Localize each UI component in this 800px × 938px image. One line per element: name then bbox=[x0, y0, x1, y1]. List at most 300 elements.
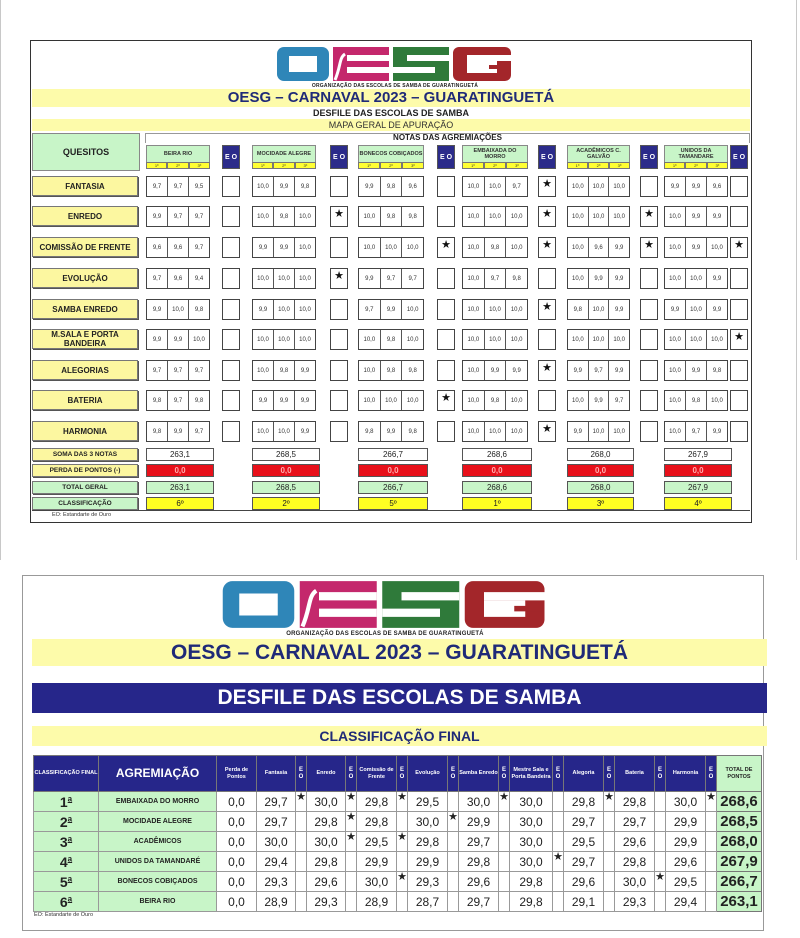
eo-cell bbox=[448, 812, 459, 832]
eo-box bbox=[538, 299, 556, 320]
score-cell: 9,9 bbox=[300, 367, 310, 374]
score-cell: 9,9 bbox=[568, 361, 589, 380]
score-group bbox=[567, 421, 630, 442]
header-eo: E O bbox=[296, 756, 307, 792]
judge-label: 3º bbox=[506, 162, 528, 169]
position-cell bbox=[34, 792, 99, 812]
eo-box bbox=[538, 206, 556, 227]
eo-cell bbox=[706, 832, 717, 852]
score-group bbox=[252, 206, 316, 227]
score-cell: 29,7 bbox=[257, 812, 296, 832]
school-name: BEIRA RIO bbox=[99, 892, 217, 912]
score-cell: 9,5 bbox=[194, 183, 204, 190]
quesito-label: ALEGORIAS bbox=[32, 360, 138, 380]
eo-cell bbox=[448, 792, 459, 812]
score-cell: 29,7 bbox=[564, 812, 604, 832]
score-cell: 9,7 bbox=[686, 422, 707, 441]
eo-box bbox=[538, 421, 556, 442]
eo-cell bbox=[346, 792, 357, 812]
score-cell: 10,0 bbox=[568, 269, 589, 288]
score-cell: 10,0 bbox=[686, 300, 707, 319]
header-quesito: Alegoria bbox=[564, 756, 604, 792]
score-cell: 10,0 bbox=[485, 207, 507, 226]
position-number: 4 bbox=[59, 853, 68, 870]
school-header: BEIRA RIO bbox=[146, 145, 210, 163]
svg-text:♛: ♛ bbox=[308, 581, 317, 593]
score-group bbox=[664, 390, 728, 411]
score-cell: 9,8 bbox=[568, 300, 589, 319]
eo-box bbox=[730, 299, 748, 320]
score-group bbox=[664, 299, 728, 320]
score-cell: 9,8 bbox=[485, 238, 507, 257]
score-cell: 10,0 bbox=[299, 275, 311, 282]
eo-cell bbox=[397, 792, 408, 812]
score-cell: 9,8 bbox=[686, 391, 707, 410]
total-cell: 268,6 bbox=[717, 792, 762, 812]
star-icon: ★ bbox=[397, 791, 407, 803]
score-cell: 10,0 bbox=[510, 213, 523, 220]
final-title: OESG – CARNAVAL 2023 – GUARATINGUETÁ bbox=[170, 641, 629, 664]
score-group bbox=[462, 268, 528, 289]
eo-box bbox=[437, 176, 455, 197]
ordinal-mark: a bbox=[67, 873, 73, 883]
score-group bbox=[146, 421, 210, 442]
score-cell: 29,7 bbox=[459, 892, 499, 912]
school-name: UNIDOS DA TAMANDARÉ bbox=[99, 852, 217, 872]
quesito-label: ENREDO bbox=[32, 206, 138, 226]
score-cell: 29,8 bbox=[357, 792, 397, 812]
score-group bbox=[252, 360, 316, 381]
header-quesito: Harmonia bbox=[666, 756, 706, 792]
score-cell: 10,0 bbox=[381, 238, 403, 257]
eo-cell bbox=[296, 832, 307, 852]
score-cell: 9,9 bbox=[147, 300, 168, 319]
score-cell: 9,9 bbox=[300, 397, 310, 404]
soma-row-value: 263,1 bbox=[146, 448, 214, 461]
classificacao-row-value: 2º bbox=[252, 497, 320, 510]
score-cell: 29,9 bbox=[666, 812, 706, 832]
eo-cell bbox=[296, 872, 307, 892]
score-cell: 29,9 bbox=[357, 852, 397, 872]
eo-cell bbox=[397, 832, 408, 852]
header-perda: Perda de Pontos bbox=[217, 756, 257, 792]
total-row-value: 268,0 bbox=[567, 481, 634, 494]
score-group bbox=[567, 176, 630, 197]
score-group bbox=[462, 237, 528, 258]
perda-row-value: 0,0 bbox=[664, 464, 732, 477]
score-cell: 10,0 bbox=[406, 306, 419, 313]
star-icon: ★ bbox=[734, 331, 744, 343]
score-cell: 9,9 bbox=[712, 428, 722, 435]
score-cell: 10,0 bbox=[568, 391, 589, 410]
oesg-logo-graphic bbox=[275, 44, 515, 84]
perda-row-value: 0,0 bbox=[146, 464, 214, 477]
score-cell: 9,7 bbox=[168, 207, 189, 226]
final-subtitle: CLASSIFICAÇÃO FINAL bbox=[319, 728, 480, 744]
score-cell: 9,7 bbox=[147, 361, 168, 380]
eo-cell bbox=[604, 792, 615, 812]
score-cell: 9,9 bbox=[686, 177, 707, 196]
score-cell: 29,3 bbox=[408, 872, 448, 892]
eo-box bbox=[222, 360, 240, 381]
score-cell: 9,9 bbox=[300, 428, 310, 435]
score-cell: 29,7 bbox=[459, 832, 499, 852]
judge-label: 1º bbox=[358, 162, 380, 169]
eo-header: E O bbox=[437, 145, 455, 169]
score-group bbox=[358, 299, 424, 320]
judge-label: 1º bbox=[462, 162, 484, 169]
eo-cell bbox=[655, 872, 666, 892]
school-header: BONECOS COBIÇADOS bbox=[358, 145, 424, 163]
score-cell: 10,0 bbox=[686, 330, 707, 349]
score-cell: 9,8 bbox=[300, 183, 310, 190]
star-icon: ★ bbox=[346, 811, 356, 823]
judge-label: 1º bbox=[664, 162, 685, 169]
score-group bbox=[358, 237, 424, 258]
score-cell: 29,8 bbox=[307, 852, 346, 872]
score-group bbox=[664, 176, 728, 197]
score-group bbox=[567, 237, 630, 258]
eo-box bbox=[538, 176, 556, 197]
score-cell: 29,1 bbox=[564, 892, 604, 912]
star-icon: ★ bbox=[553, 851, 563, 863]
score-group bbox=[252, 237, 316, 258]
eo-cell bbox=[604, 832, 615, 852]
eo-cell bbox=[346, 892, 357, 912]
header-eo: E O bbox=[655, 756, 666, 792]
quesito-label: HARMONIA bbox=[32, 421, 138, 441]
eo-box bbox=[330, 360, 348, 381]
eo-cell bbox=[397, 892, 408, 912]
score-group bbox=[462, 360, 528, 381]
judge-label: 1º bbox=[252, 162, 273, 169]
star-icon: ★ bbox=[655, 871, 665, 883]
score-cell: 9,9 bbox=[615, 306, 624, 313]
header-quesito: Comissão de Frente bbox=[357, 756, 397, 792]
star-icon: ★ bbox=[542, 301, 552, 313]
score-cell: 10,0 bbox=[613, 428, 626, 435]
judge-label: 3º bbox=[609, 162, 630, 169]
score-cell: 10,0 bbox=[406, 397, 419, 404]
score-cell: 9,9 bbox=[253, 238, 274, 257]
score-cell: 10,0 bbox=[463, 207, 485, 226]
quesito-label: COMISSÃO DE FRENTE bbox=[32, 237, 138, 257]
eo-cell bbox=[296, 792, 307, 812]
score-cell: 9,9 bbox=[168, 330, 189, 349]
star-icon: ★ bbox=[346, 791, 356, 803]
eo-cell bbox=[553, 832, 564, 852]
eo-cell bbox=[448, 852, 459, 872]
eo-cell bbox=[706, 872, 717, 892]
ordinal-mark: a bbox=[67, 793, 73, 803]
quesito-label: FANTASIA bbox=[32, 176, 138, 196]
score-cell: 29,6 bbox=[666, 852, 706, 872]
score-cell: 29,5 bbox=[408, 792, 448, 812]
score-cell: 29,6 bbox=[459, 872, 499, 892]
perda-cell: 0,0 bbox=[217, 852, 257, 872]
eo-cell bbox=[448, 892, 459, 912]
final-table-row bbox=[34, 892, 762, 912]
score-cell: 9,9 bbox=[485, 361, 507, 380]
final-table-wrap bbox=[33, 755, 762, 912]
score-cell: 10,0 bbox=[711, 244, 723, 251]
logo-subtitle-bottom: ORGANIZAÇÃO DAS ESCOLAS DE SAMBA DE GUARATINGUETÁ bbox=[286, 631, 484, 637]
score-cell: 29,8 bbox=[510, 892, 553, 912]
eo-cell bbox=[706, 792, 717, 812]
eo-box bbox=[730, 268, 748, 289]
eo-cell bbox=[296, 892, 307, 912]
score-cell: 10,0 bbox=[274, 269, 295, 288]
header-classificacao: CLASSIFICAÇÃO FINAL bbox=[34, 756, 99, 792]
score-group bbox=[664, 268, 728, 289]
position-number: 1 bbox=[59, 793, 68, 810]
star-icon: ★ bbox=[734, 239, 744, 251]
score-cell: 9,9 bbox=[686, 207, 707, 226]
score-cell: 10,0 bbox=[299, 336, 311, 343]
score-cell: 10,0 bbox=[613, 336, 626, 343]
final-table-header bbox=[34, 756, 762, 792]
score-cell: 10,0 bbox=[193, 336, 205, 343]
score-cell: 29,8 bbox=[564, 792, 604, 812]
score-cell: 29,6 bbox=[307, 872, 346, 892]
score-cell: 10,0 bbox=[665, 207, 686, 226]
eo-cell bbox=[499, 852, 510, 872]
perda-row-value: 0,0 bbox=[358, 464, 428, 477]
eo-box bbox=[730, 206, 748, 227]
star-icon: ★ bbox=[397, 831, 407, 843]
judge-label: 2º bbox=[685, 162, 706, 169]
star-icon: ★ bbox=[334, 208, 344, 220]
soma-row-value: 266,7 bbox=[358, 448, 428, 461]
score-cell: 30,0 bbox=[510, 832, 553, 852]
score-cell: 30,0 bbox=[459, 792, 499, 812]
eo-cell bbox=[397, 852, 408, 872]
eo-box bbox=[640, 421, 658, 442]
apuracao-subtitle: DESFILE DAS ESCOLAS DE SAMBA bbox=[312, 108, 469, 118]
eo-box bbox=[640, 390, 658, 411]
school-header: UNIDOS DA TAMANDARE bbox=[664, 145, 728, 163]
eo-cell bbox=[499, 872, 510, 892]
score-cell: 10,0 bbox=[665, 391, 686, 410]
eo-header: E O bbox=[222, 145, 240, 169]
eo-box bbox=[437, 299, 455, 320]
final-table-row bbox=[34, 852, 762, 872]
eo-cell bbox=[296, 812, 307, 832]
final-table bbox=[33, 755, 762, 912]
eo-box bbox=[437, 206, 455, 227]
header-eo: E O bbox=[346, 756, 357, 792]
judge-labels bbox=[567, 162, 630, 169]
score-cell: 10,0 bbox=[665, 422, 686, 441]
header-quesito: Mestre Sala e Porta Bandeira bbox=[510, 756, 553, 792]
total-cell: 266,7 bbox=[717, 872, 762, 892]
score-group bbox=[146, 390, 210, 411]
eo-box bbox=[330, 206, 348, 227]
score-cell: 9,9 bbox=[568, 422, 589, 441]
score-cell: 9,8 bbox=[359, 422, 381, 441]
score-cell: 9,7 bbox=[168, 361, 189, 380]
score-cell: 9,9 bbox=[665, 300, 686, 319]
score-cell: 10,0 bbox=[274, 330, 295, 349]
eo-cell bbox=[655, 792, 666, 812]
score-cell: 28,7 bbox=[408, 892, 448, 912]
score-group bbox=[146, 237, 210, 258]
header-quesito: Evolução bbox=[408, 756, 448, 792]
ordinal-mark: a bbox=[67, 833, 73, 843]
judge-labels bbox=[358, 162, 424, 169]
header-agremiacao: AGREMIAÇÃO bbox=[99, 756, 217, 792]
score-cell: 9,8 bbox=[408, 213, 417, 220]
eo-box bbox=[730, 329, 748, 350]
score-cell: 29,9 bbox=[408, 852, 448, 872]
score-cell: 10,0 bbox=[485, 300, 507, 319]
perda-cell: 0,0 bbox=[217, 872, 257, 892]
score-group bbox=[252, 299, 316, 320]
eo-cell bbox=[604, 892, 615, 912]
eo-box bbox=[730, 390, 748, 411]
score-cell: 30,0 bbox=[666, 792, 706, 812]
judge-labels bbox=[252, 162, 316, 169]
header-eo: E O bbox=[499, 756, 510, 792]
quesito-label: M.SALA E PORTA BANDEIRA bbox=[32, 329, 138, 349]
score-cell: 9,7 bbox=[359, 300, 381, 319]
eo-cell bbox=[553, 812, 564, 832]
final-table-row bbox=[34, 812, 762, 832]
score-cell: 9,9 bbox=[274, 177, 295, 196]
eo-box bbox=[640, 360, 658, 381]
score-cell: 10,0 bbox=[253, 207, 274, 226]
score-cell: 30,0 bbox=[307, 832, 346, 852]
eo-box bbox=[640, 237, 658, 258]
score-cell: 9,8 bbox=[381, 177, 403, 196]
score-cell: 10,0 bbox=[274, 422, 295, 441]
score-cell: 10,0 bbox=[568, 238, 589, 257]
eo-box bbox=[222, 237, 240, 258]
perda-cell: 0,0 bbox=[217, 892, 257, 912]
score-group bbox=[664, 329, 728, 350]
position-cell bbox=[34, 852, 99, 872]
star-icon: ★ bbox=[448, 811, 458, 823]
score-group bbox=[146, 299, 210, 320]
score-group bbox=[146, 329, 210, 350]
score-cell: 10,0 bbox=[510, 397, 523, 404]
score-cell: 9,9 bbox=[712, 275, 722, 282]
school-name: BONECOS COBIÇADOS bbox=[99, 872, 217, 892]
score-cell: 9,7 bbox=[408, 275, 417, 282]
position-number: 6 bbox=[59, 893, 68, 910]
perda-row-value: 0,0 bbox=[567, 464, 634, 477]
score-cell: 10,0 bbox=[359, 361, 381, 380]
final-banner-text: DESFILE DAS ESCOLAS DE SAMBA bbox=[217, 686, 582, 709]
score-cell: 29,8 bbox=[615, 792, 655, 812]
score-cell: 30,0 bbox=[510, 852, 553, 872]
judge-label: 2º bbox=[588, 162, 609, 169]
score-cell: 9,8 bbox=[408, 428, 417, 435]
score-group bbox=[358, 390, 424, 411]
score-cell: 30,0 bbox=[307, 792, 346, 812]
eo-box bbox=[330, 237, 348, 258]
score-group bbox=[664, 206, 728, 227]
eo-box bbox=[222, 329, 240, 350]
eo-cell bbox=[706, 812, 717, 832]
judge-label: 3º bbox=[402, 162, 424, 169]
total-cell: 263,1 bbox=[717, 892, 762, 912]
classificacao-row-value: 5º bbox=[358, 497, 428, 510]
header-quesito: Fantasia bbox=[257, 756, 296, 792]
star-icon: ★ bbox=[644, 208, 654, 220]
classificacao-row-value: 4º bbox=[664, 497, 732, 510]
score-cell: 10,0 bbox=[406, 336, 419, 343]
star-icon: ★ bbox=[499, 791, 509, 803]
score-cell: 9,7 bbox=[168, 391, 189, 410]
score-group bbox=[664, 421, 728, 442]
eo-cell bbox=[553, 792, 564, 812]
score-cell: 9,8 bbox=[194, 306, 204, 313]
score-cell: 9,9 bbox=[665, 177, 686, 196]
score-cell: 9,6 bbox=[408, 183, 417, 190]
final-table-row bbox=[34, 872, 762, 892]
score-group bbox=[567, 329, 630, 350]
score-cell: 30,0 bbox=[257, 832, 296, 852]
summary-divider bbox=[32, 510, 750, 511]
eo-box bbox=[640, 329, 658, 350]
eo-cell bbox=[397, 872, 408, 892]
soma-row-value: 267,9 bbox=[664, 448, 732, 461]
score-cell: 9,8 bbox=[274, 207, 295, 226]
score-cell: 29,7 bbox=[257, 792, 296, 812]
score-cell: 10,0 bbox=[568, 177, 589, 196]
score-cell: 9,9 bbox=[589, 391, 610, 410]
ordinal-mark: a bbox=[67, 813, 73, 823]
eo-box bbox=[538, 360, 556, 381]
score-cell: 9,7 bbox=[147, 177, 168, 196]
judge-label: 2º bbox=[380, 162, 402, 169]
score-group bbox=[358, 360, 424, 381]
score-cell: 9,7 bbox=[512, 183, 521, 190]
oesg-logo-bottom bbox=[210, 577, 560, 632]
score-group bbox=[664, 237, 728, 258]
score-cell: 9,9 bbox=[712, 213, 722, 220]
score-cell: 9,8 bbox=[381, 207, 403, 226]
score-group bbox=[567, 299, 630, 320]
eo-cell bbox=[655, 812, 666, 832]
eo-cell bbox=[296, 852, 307, 872]
score-cell: 10,0 bbox=[463, 422, 485, 441]
judge-label: 1º bbox=[146, 162, 167, 169]
perda-cell: 0,0 bbox=[217, 812, 257, 832]
score-cell: 10,0 bbox=[253, 330, 274, 349]
score-cell: 9,8 bbox=[147, 422, 168, 441]
score-cell: 10,0 bbox=[589, 207, 610, 226]
score-group bbox=[358, 206, 424, 227]
score-cell: 30,0 bbox=[510, 812, 553, 832]
classificacao-row-value: 6º bbox=[146, 497, 214, 510]
score-cell: 10,0 bbox=[299, 306, 311, 313]
eo-cell bbox=[706, 852, 717, 872]
school-header: MOCIDADE ALEGRE bbox=[252, 145, 316, 163]
star-icon: ★ bbox=[346, 831, 356, 843]
position-cell bbox=[34, 892, 99, 912]
total-row-value: 268,6 bbox=[462, 481, 532, 494]
eo-cell bbox=[346, 832, 357, 852]
eo-box bbox=[538, 268, 556, 289]
school-header: ACADÊMICOS C. GALVÃO bbox=[567, 145, 630, 163]
score-cell: 10,0 bbox=[463, 269, 485, 288]
score-cell: 10,0 bbox=[589, 422, 610, 441]
eo-box bbox=[538, 390, 556, 411]
oesg-logo-graphic bbox=[217, 577, 553, 632]
eo-header: E O bbox=[640, 145, 658, 169]
